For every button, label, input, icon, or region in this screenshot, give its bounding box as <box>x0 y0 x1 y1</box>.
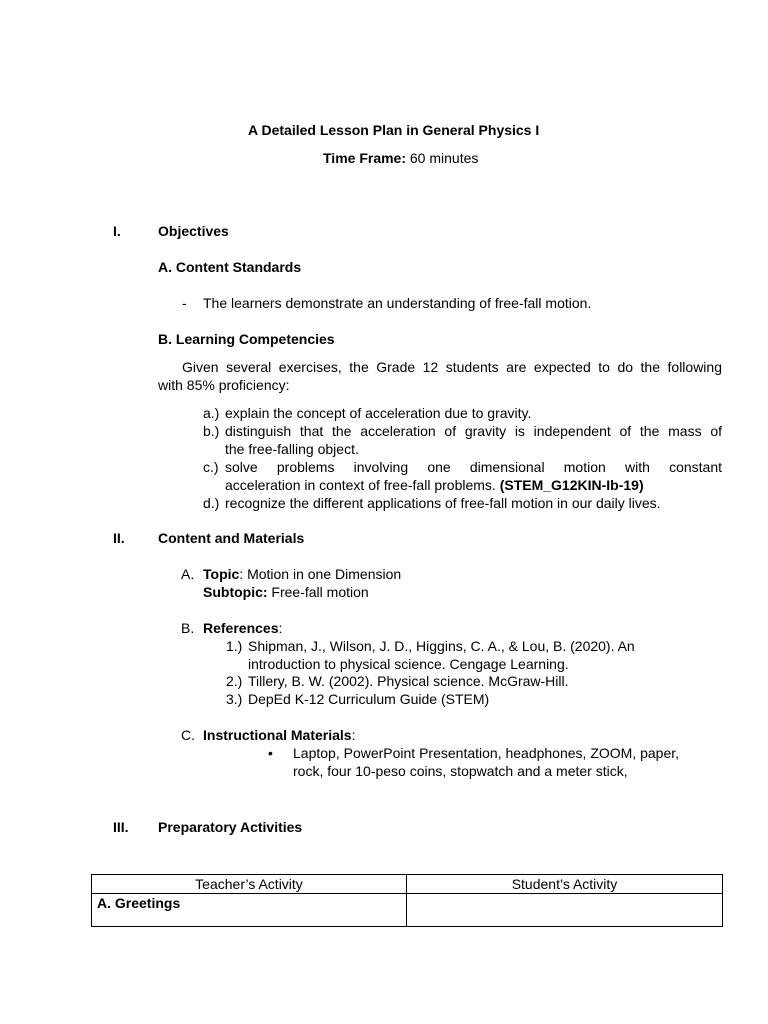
reference-3-line1: DepEd K-12 Curriculum Guide (STEM) <box>248 691 490 707</box>
student-activity-header: Student’s Activity <box>407 875 723 894</box>
teacher-activity-cell: A. Greetings <box>92 894 407 927</box>
reference-marker-1: 1.) <box>226 638 243 654</box>
competency-a-line1: explain the concept of acceleration due to gravity. <box>225 405 532 421</box>
competencies-intro-text: Given several exercises, the Grade 12 students are expected to do the following <box>182 359 722 375</box>
materials-line1: Laptop, PowerPoint Presentation, headphones, ZOOM, paper, <box>293 745 680 761</box>
competencies-intro-line1 <box>158 358 722 376</box>
reference-marker-3: 3.) <box>226 691 243 707</box>
competency-b-line1: distinguish that the acceleration of gravity is independent of the mass of <box>225 423 722 439</box>
time-frame-label: Time Frame: <box>323 150 406 166</box>
competency-marker-d: d.) <box>203 495 220 511</box>
subtopic-label: Subtopic: <box>203 584 268 600</box>
content-standards-text: The learners demonstrate an understanding of free-fall motion. <box>203 295 592 311</box>
references-marker: B. <box>181 620 195 636</box>
subtopic-value: Free-fall motion <box>267 584 369 600</box>
reference-marker-2: 2.) <box>226 673 243 689</box>
competency-c-line2 <box>225 476 644 494</box>
activity-table <box>91 874 723 927</box>
content-standards-heading: A. Content Standards <box>158 259 302 275</box>
references-label: References <box>203 620 279 636</box>
competency-b-line2: the free-falling object. <box>225 441 359 457</box>
reference-1-line1: Shipman, J., Wilson, J. D., Higgins, C. A., & Lou, B. (2020). An <box>248 638 635 654</box>
competency-code: (STEM_G12KIN-Ib-19) <box>499 477 644 493</box>
topic-marker: A. <box>181 566 195 582</box>
materials-line2: rock, four 10-peso coins, stopwatch and a meter stick, <box>293 763 628 779</box>
section-heading-objectives: Objectives <box>158 223 229 239</box>
content-standards-bullet: - <box>182 295 187 311</box>
section-numeral-3: III. <box>113 819 129 835</box>
student-activity-cell <box>407 894 723 927</box>
competency-c-line2-text: acceleration in context of free-fall problems. <box>225 477 500 493</box>
section-numeral-2: II. <box>113 530 125 546</box>
table-header-row <box>92 875 723 894</box>
teacher-activity-header: Teacher’s Activity <box>92 875 407 894</box>
topic-line <box>203 565 401 583</box>
document-title: A Detailed Lesson Plan in General Physics I <box>248 122 540 138</box>
table-row <box>92 894 723 927</box>
time-frame <box>323 149 478 167</box>
references-colon: : <box>278 620 283 636</box>
topic-value: : Motion in one Dimension <box>239 566 402 582</box>
time-frame-value: 60 minutes <box>406 150 479 166</box>
competencies-intro-line2: with 85% proficiency: <box>158 377 290 393</box>
competency-d-line1: recognize the different applications of free-fall motion in our daily lives. <box>225 495 661 511</box>
reference-1-line2: introduction to physical science. Cengage Learning. <box>248 656 569 672</box>
topic-label: Topic <box>203 566 240 582</box>
materials-marker: C. <box>181 727 195 743</box>
section-numeral-1: I. <box>113 223 121 239</box>
learning-competencies-heading: B. Learning Competencies <box>158 331 335 347</box>
materials-heading <box>203 726 355 744</box>
subtopic-line <box>203 583 369 601</box>
materials-bullet: • <box>268 745 273 761</box>
competency-marker-c: c.) <box>203 459 219 475</box>
competency-marker-a: a.) <box>203 405 220 421</box>
references-heading <box>203 619 282 637</box>
competency-c-line1: solve problems involving one dimensional motion with constant <box>225 459 722 475</box>
reference-2-line1: Tillery, B. W. (2002). Physical science. McGraw-Hill. <box>248 673 569 689</box>
competency-marker-b: b.) <box>203 423 220 439</box>
section-heading-content-materials: Content and Materials <box>158 530 305 546</box>
materials-colon: : <box>351 727 356 743</box>
section-heading-preparatory: Preparatory Activities <box>158 819 303 835</box>
materials-label: Instructional Materials <box>203 727 352 743</box>
